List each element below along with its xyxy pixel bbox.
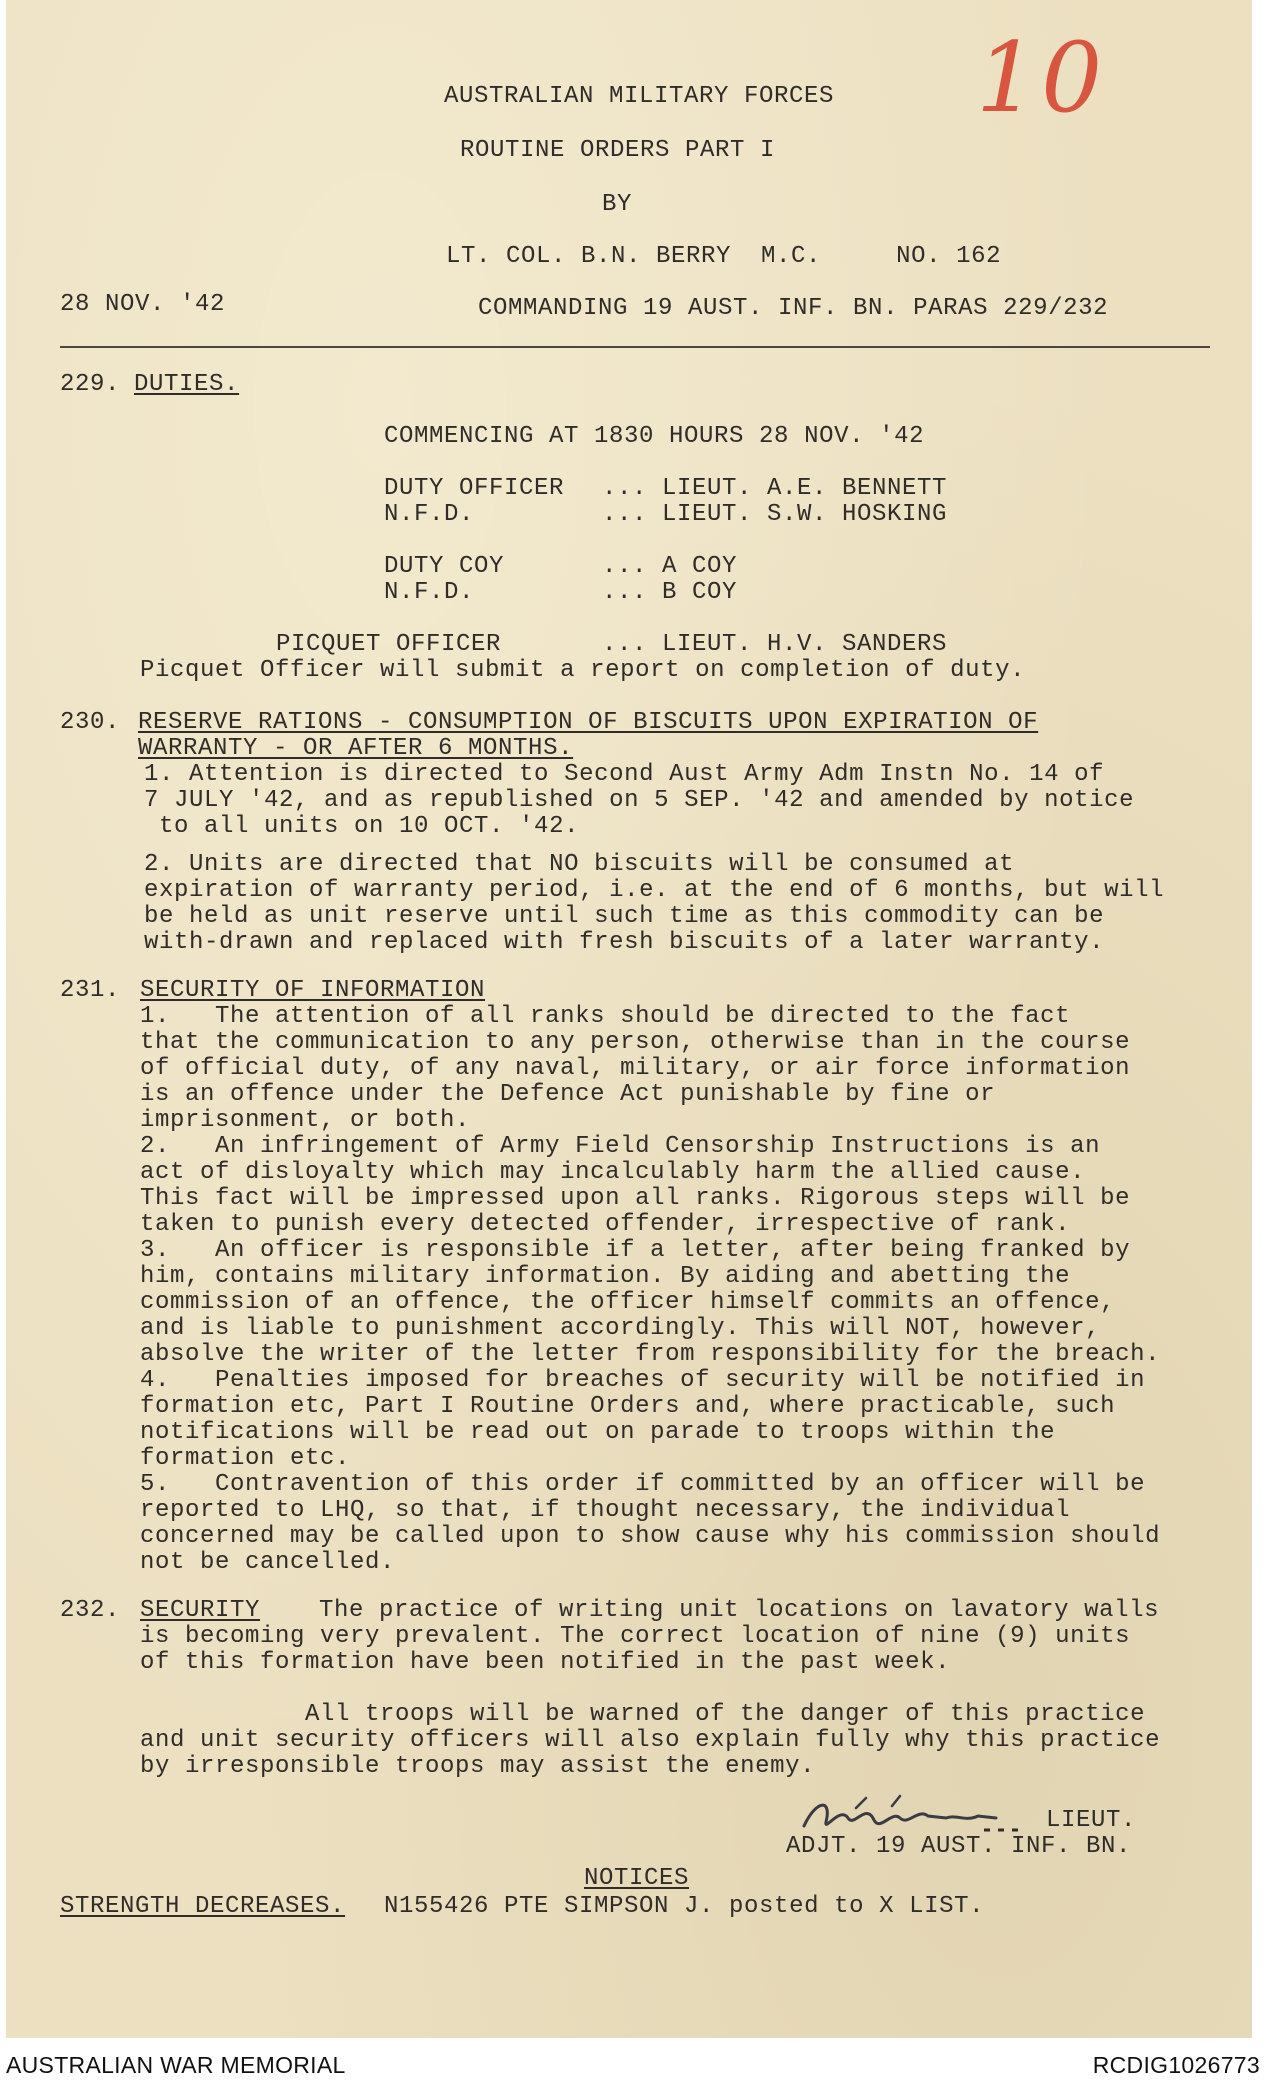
para-230-line: with-drawn and replaced with fresh biscuits of a later warranty.	[144, 929, 1105, 956]
duty-label: DUTY OFFICER	[384, 475, 565, 502]
header-line-4: LT. COL. B.N. BERRY M.C. NO. 162	[446, 243, 1002, 270]
para-231-title: SECURITY OF INFORMATION	[140, 977, 486, 1004]
para-231-line: not be cancelled.	[140, 1549, 396, 1576]
para-231-line: This fact will be impressed upon all ranks. Rigorous steps will be	[140, 1185, 1131, 1212]
para-230-title: RESERVE RATIONS - CONSUMPTION OF BISCUITS UPON EXPIRATION OF	[138, 709, 1039, 736]
para-232-line: All troops will be warned of the danger of this practice	[140, 1701, 1146, 1728]
header-rule	[60, 346, 1210, 348]
para-230-line: be held as unit reserve until such time as this commodity can be	[144, 903, 1105, 930]
footer-left: AUSTRALIAN WAR MEMORIAL	[6, 2052, 346, 2078]
para-231-line: imprisonment, or both.	[140, 1107, 471, 1134]
para-230-line: 7 JULY '42, and as republished on 5 SEP. '42 and amended by notice	[144, 787, 1135, 814]
para-231-line: reported to LHQ, so that, if thought necessary, the individual	[140, 1497, 1071, 1524]
para-229-number: 229.	[60, 371, 121, 398]
para-231-line: act of disloyalty which may incalculably harm the allied cause.	[140, 1159, 1086, 1186]
header-line-3: BY	[602, 191, 633, 218]
para-231-line: 5. Contravention of this order if committed by an officer will be	[140, 1471, 1146, 1498]
para-232-line: is becoming very prevalent. The correct location of nine (9) units	[140, 1623, 1131, 1650]
duty-value: A COY	[662, 553, 738, 580]
para-231-line: formation etc.	[140, 1445, 351, 1472]
para-231-line: 1. The attention of all ranks should be directed to the fact	[140, 1003, 1071, 1030]
para-231-line: absolve the writer of the letter from responsibility for the breach.	[140, 1341, 1161, 1368]
para-232-title: SECURITY	[140, 1597, 261, 1624]
para-232-line: The practice of writing unit locations on lavatory walls	[274, 1597, 1160, 1624]
notices-label: STRENGTH DECREASES.	[60, 1893, 346, 1920]
para-231-line: formation etc, Part I Routine Orders and, where practicable, such	[140, 1393, 1116, 1420]
para-231-line: concerned may be called upon to show cause why his commission should	[140, 1523, 1161, 1550]
para-230-line: 1. Attention is directed to Second Aust Army Adm Instn No. 14 of	[144, 761, 1105, 788]
para-230-number: 230.	[60, 709, 121, 736]
para-232-line: of this formation have been notified in the past week.	[140, 1649, 951, 1676]
para-230-line: 2. Units are directed that NO biscuits will be consumed at	[144, 851, 1015, 878]
para-231-line: notifications will be read out on parade to troops within the	[140, 1419, 1056, 1446]
para-231-line: that the communication to any person, otherwise than in the course	[140, 1029, 1131, 1056]
para-231-line: is an offence under the Defence Act punishable by fine or	[140, 1081, 996, 1108]
para-230-line: to all units on 10 OCT. '42.	[144, 813, 580, 840]
duty-label: DUTY COY	[384, 553, 505, 580]
duty-dots: ...	[602, 475, 648, 502]
para-231-line: 2. An infringement of Army Field Censorship Instructions is an	[140, 1133, 1101, 1160]
para-231-line: and is liable to punishment accordingly. This will NOT, however,	[140, 1315, 1101, 1342]
para-232-line: by irresponsible troops may assist the enemy.	[140, 1753, 816, 1780]
para-231-line: him, contains military information. By aiding and abetting the	[140, 1263, 1071, 1290]
duty-label: PICQUET OFFICER	[276, 631, 502, 658]
duty-label: N.F.D.	[384, 501, 475, 528]
duty-dots: ...	[602, 579, 648, 606]
duty-value: LIEUT. H.V. SANDERS	[662, 631, 948, 658]
order-date: 28 NOV. '42	[60, 291, 226, 318]
duty-dots: ...	[602, 631, 648, 658]
signature-title: ADJT. 19 AUST. INF. BN.	[786, 1833, 1132, 1860]
document-sheet	[6, 0, 1252, 2038]
para-231-number: 231.	[60, 977, 121, 1004]
duty-label: N.F.D.	[384, 579, 475, 606]
para-231-line: 4. Penalties imposed for breaches of security will be notified in	[140, 1367, 1146, 1394]
duty-value: B COY	[662, 579, 738, 606]
duty-value: LIEUT. A.E. BENNETT	[662, 475, 948, 502]
para-231-line: commission of an offence, the officer himself commits an offence,	[140, 1289, 1116, 1316]
header-line-1: AUSTRALIAN MILITARY FORCES	[444, 83, 835, 110]
footer-right: RCDIG1026773	[1092, 2052, 1260, 2078]
duty-dots: ...	[602, 501, 648, 528]
header-line-2: ROUTINE ORDERS PART I	[460, 137, 776, 164]
folio-number: 10	[976, 22, 1107, 134]
duty-dots: ...	[602, 553, 648, 580]
notices-text: N155426 PTE SIMPSON J. posted to X LIST.	[384, 1893, 985, 1920]
duty-value: LIEUT. S.W. HOSKING	[662, 501, 948, 528]
para-231-line: 3. An officer is responsible if a letter, after being franked by	[140, 1237, 1131, 1264]
para-231-line: of official duty, of any naval, military, or air force information	[140, 1055, 1131, 1082]
picquet-note: Picquet Officer will submit a report on completion of duty.	[140, 657, 1026, 684]
duties-commencing: COMMENCING AT 1830 HOURS 28 NOV. '42	[384, 423, 925, 450]
para-230-line: expiration of warranty period, i.e. at the end of 6 months, but will	[144, 877, 1165, 904]
header-line-5: COMMANDING 19 AUST. INF. BN. PARAS 229/232	[478, 295, 1109, 322]
para-232-number: 232.	[60, 1597, 121, 1624]
para-230-title: WARRANTY - OR AFTER 6 MONTHS.	[138, 735, 574, 762]
notices-heading: NOTICES	[584, 1865, 690, 1892]
para-229-title: DUTIES.	[134, 371, 240, 398]
signature-rank: LIEUT.	[1046, 1807, 1137, 1834]
para-231-line: taken to punish every detected offender, irrespective of rank.	[140, 1211, 1071, 1238]
para-232-line: and unit security officers will also explain fully why this practice	[140, 1727, 1161, 1754]
